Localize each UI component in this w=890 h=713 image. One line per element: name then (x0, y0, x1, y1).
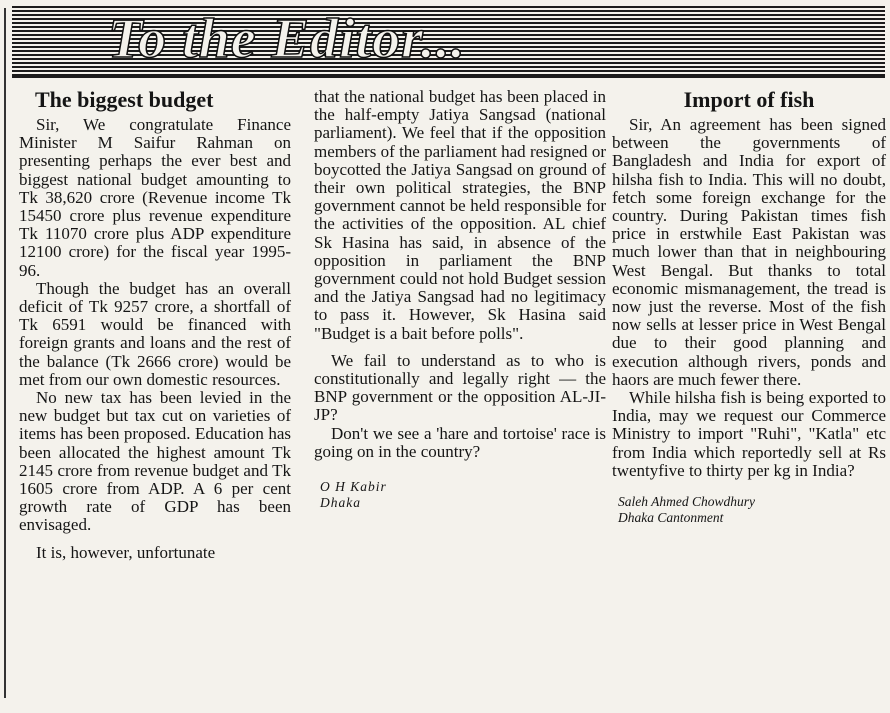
paragraph: Sir, We congratulate Finance Minister M Saifur Rahman on presenting perhaps the ever best and biggest national budget amounting to Tk 38,620 crore (Revenue income Tk 15450 crore plus revenue expenditure Tk 11070 crore plus ADP expenditure 12100 crore) for the fiscal year 1995-96. (19, 115, 291, 280)
section-title: To the Editor... (108, 8, 466, 70)
signature-place: Dhaka Cantonment (618, 510, 724, 526)
section-banner (12, 6, 885, 78)
letter-headline: The biggest budget (35, 87, 214, 112)
paragraph: Don't we see a 'hare and tortoise' race is going on in the country? (314, 423, 606, 461)
letter-body (19, 116, 291, 562)
paragraph: We fail to understand as to who is constitutionally and legally right — the BNP government or the opposition AL-JI-JP? (314, 350, 606, 425)
paragraph: that the national budget has been placed in the half-empty Jatiya Sangsad (national parliament). We feel that if the opposition members of the parliament had resigned or boycotted the Jatiya Sangsad on ground of their own political strategies, the BNP government cannot be held responsible for the activities of the opposition. AL chief Sk Hasina has said, in absence of the opposition in parliament the BNP government could not hold Budget session and the Jatiya Sangsad had no legitimacy to pass it. However, Sk Hasina said "Budget is a bait before polls". (314, 87, 606, 343)
paragraph: No new tax has been levied in the new budget but tax cut on varieties of items has been proposed. Education has been allocated the highest amount Tk 2145 crore from revenue budget and Tk 1605 crore from ADP. A 6 per cent growth rate of GDP has been envisaged. (19, 388, 291, 535)
letter-biggest-budget-continued (314, 88, 606, 511)
letter-signature (612, 494, 886, 526)
letter-headline: Import of fish (683, 87, 815, 112)
paragraph: It is, however, unfortunate (36, 542, 216, 562)
letter-body (314, 88, 606, 461)
signature-place: Dhaka (320, 495, 361, 511)
letter-body (612, 116, 886, 480)
letter-import-of-fish (612, 86, 886, 526)
letter-signature (314, 479, 606, 511)
signature-name: O H Kabir (320, 479, 387, 495)
paragraph: Though the budget has an overall deficit of Tk 9257 crore, a shortfall of Tk 6591 would be financed with foreign grants and loans and the rest of the balance (Tk 2666 crore) would be met from our own domestic resources. (19, 278, 291, 389)
letter-biggest-budget (19, 86, 291, 562)
paragraph: Sir, An agreement has been signed between the governments of Bangladesh and India for export of hilsha fish to India. This will no doubt, fetch some foreign exchange for the country. During Pakistan times fish price in erstwhile East Pakistan was much lower than that in neighbouring West Bengal. But thanks to total economic mismanagement, the tread is now just the reverse. Most of the fish now sells at lesser price in West Bengal due to their good planning and execution although rivers, ponds and haors are much fewer there. (612, 115, 886, 389)
paragraph: While hilsha fish is being exported to India, may we request our Commerce Ministry to import "Ruhi", "Katla" etc from India which reportedly sell at Rs twentyfive to thirty per kg in India? (612, 388, 886, 480)
column-rule (4, 8, 6, 698)
signature-name: Saleh Ahmed Chowdhury (618, 494, 755, 510)
